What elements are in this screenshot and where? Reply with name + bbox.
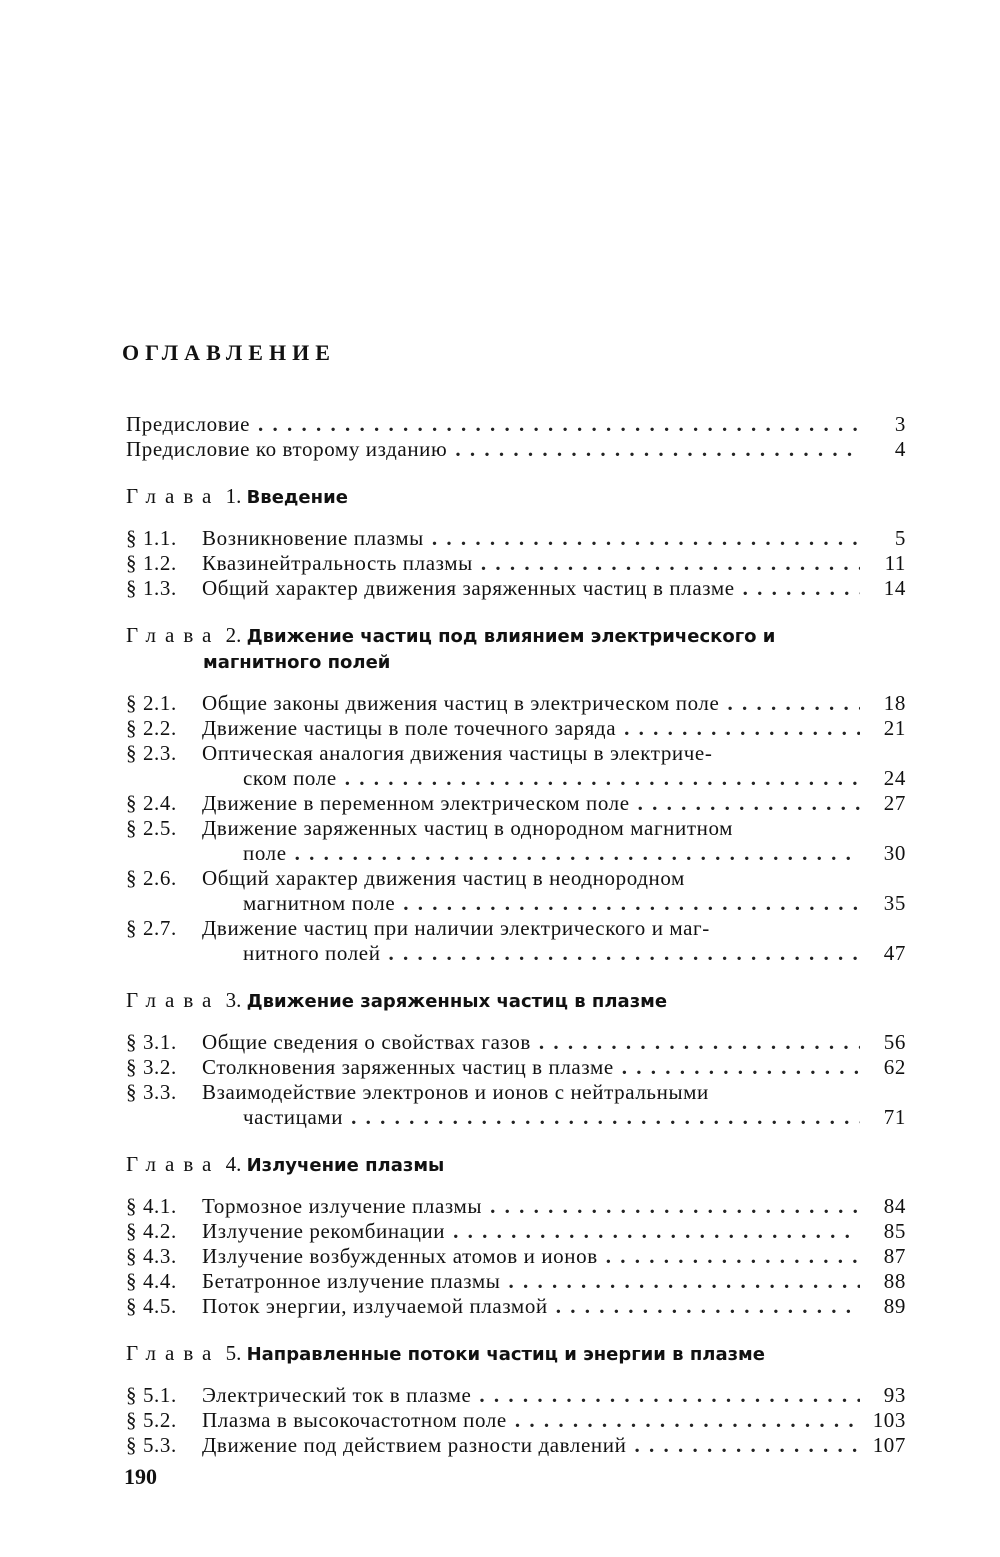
entry-page: 35 (883, 891, 906, 915)
entry-page: 3 (894, 412, 906, 436)
dot-leader (515, 1408, 860, 1433)
toc-entry-row (126, 841, 906, 866)
entry-page: 93 (883, 1383, 906, 1407)
chapter-number: 4. (220, 1152, 247, 1176)
toc-entry-row (126, 1219, 906, 1244)
entry-page: 85 (883, 1219, 906, 1243)
entry-title: Движение заряженных частиц в однородном магнитном (202, 816, 734, 840)
entry-page: 47 (883, 941, 906, 965)
entry-title: Взаимодействие электронов и ионов с нейтральными (202, 1080, 709, 1104)
page-title: ОГЛАВЛЕНИЕ (122, 340, 336, 365)
dot-leader (622, 1055, 860, 1080)
toc-entry-row (126, 1105, 906, 1130)
dot-leader (295, 841, 860, 866)
toc-entry-row (126, 1383, 906, 1408)
chapter-title: Движение заряженных частиц в плазме (246, 991, 668, 1012)
entry-title: Общий характер движения частиц в неоднородном (202, 866, 685, 890)
entry-title: Общие сведения о свойствах газов (202, 1030, 531, 1054)
section-number: § 4.3. (126, 1244, 177, 1268)
entry-title: Поток энергии, излучаемой плазмой (202, 1294, 548, 1318)
dot-leader (258, 412, 860, 437)
entry-title: Движение в переменном электрическом поле (202, 791, 630, 815)
entry-title: Излучение рекомбинации (202, 1219, 446, 1243)
entry-page: 18 (883, 691, 906, 715)
toc-entry-row (126, 1055, 906, 1080)
toc-entry-row (126, 916, 906, 941)
entry-title: Общие законы движения частиц в электрическом поле (202, 691, 720, 715)
dot-leader (509, 1269, 860, 1294)
entry-page: 21 (883, 716, 906, 740)
chapter-title: Движение частиц под влиянием электрического и (246, 626, 776, 647)
chapter-heading (126, 988, 906, 1014)
section-number: § 2.7. (126, 916, 177, 940)
dot-leader (403, 891, 860, 916)
section-number: § 5.2. (126, 1408, 177, 1432)
section-number: § 4.2. (126, 1219, 177, 1243)
toc-entry-row (126, 866, 906, 891)
entry-title: магнитном поле (243, 891, 396, 915)
dot-leader (479, 1383, 860, 1408)
chapter-label: Глава (126, 1152, 221, 1176)
section-number: § 2.6. (126, 866, 177, 890)
entry-page: 62 (883, 1055, 906, 1079)
entry-title: Оптическая аналогия движения частицы в электриче- (202, 741, 713, 765)
entry-title: Движение под действием разности давлений (202, 1433, 627, 1457)
chapter-heading (126, 649, 906, 675)
dot-leader (432, 526, 860, 551)
section-number: § 4.1. (126, 1194, 177, 1218)
dot-leader (539, 1030, 860, 1055)
toc-entry-row (126, 1294, 906, 1319)
table-of-contents (126, 412, 906, 1458)
entry-title: ском поле (243, 766, 337, 790)
chapter-number: 1. (220, 484, 247, 508)
entry-page: 88 (883, 1269, 906, 1293)
chapter-heading (126, 1152, 906, 1178)
section-number: § 3.2. (126, 1055, 177, 1079)
entry-title: Квазинейтральность плазмы (202, 551, 473, 575)
toc-entry-row (126, 941, 906, 966)
toc-entry-row (126, 791, 906, 816)
entry-title: Возникновение плазмы (202, 526, 424, 550)
toc-entry-row (126, 1080, 906, 1105)
chapter-number: 5. (220, 1341, 247, 1365)
chapter-title: магнитного полей (203, 652, 391, 673)
toc-entry-row (126, 691, 906, 716)
entry-title: Плазма в высокочастотном поле (202, 1408, 507, 1432)
chapter-label: Глава (126, 1341, 221, 1365)
section-number: § 1.1. (126, 526, 177, 550)
chapter-title: Введение (246, 487, 348, 508)
chapter-label: Глава (126, 484, 221, 508)
dot-leader (389, 941, 860, 966)
dot-leader (453, 1219, 860, 1244)
entry-title: поле (243, 841, 287, 865)
dot-leader (624, 716, 860, 741)
dot-leader (490, 1194, 860, 1219)
chapter-title: Направленные потоки частиц и энергии в плазме (246, 1344, 765, 1365)
entry-page: 14 (883, 576, 906, 600)
entry-title: Электрический ток в плазме (202, 1383, 472, 1407)
page-number: 190 (124, 1464, 157, 1489)
entry-page: 4 (894, 437, 906, 461)
entry-page: 30 (883, 841, 906, 865)
section-number: § 1.3. (126, 576, 177, 600)
entry-title: Общий характер движения заряженных частиц в плазме (202, 576, 735, 600)
toc-entry-row (126, 891, 906, 916)
toc-entry-row (126, 816, 906, 841)
dot-leader (345, 766, 860, 791)
entry-title: Предисловие ко второму изданию (126, 437, 448, 461)
section-number: § 1.2. (126, 551, 177, 575)
dot-leader (638, 791, 860, 816)
toc-entry-row (126, 551, 906, 576)
dot-leader (727, 691, 860, 716)
entry-page: 11 (884, 551, 906, 575)
entry-page: 103 (872, 1408, 906, 1432)
entry-page: 107 (872, 1433, 906, 1457)
entry-title: Движение частицы в поле точечного заряда (202, 716, 617, 740)
toc-entry-row (126, 766, 906, 791)
section-number: § 5.1. (126, 1383, 177, 1407)
entry-title: нитного полей (243, 941, 381, 965)
section-number: § 4.4. (126, 1269, 177, 1293)
entry-title: частицами (243, 1105, 344, 1129)
chapter-number: 2. (220, 623, 247, 647)
entry-title: Движение частиц при наличии электрического и маг- (202, 916, 710, 940)
entry-page: 24 (883, 766, 906, 790)
dot-leader (481, 551, 860, 576)
entry-page: 56 (883, 1030, 906, 1054)
entry-page: 87 (883, 1244, 906, 1268)
section-number: § 2.1. (126, 691, 177, 715)
toc-entry-row (126, 412, 906, 437)
entry-page: 71 (883, 1105, 906, 1129)
entry-title: Излучение возбужденных атомов и ионов (202, 1244, 598, 1268)
toc-entry-row (126, 716, 906, 741)
entry-page: 5 (894, 526, 906, 550)
section-number: § 3.1. (126, 1030, 177, 1054)
toc-entry-row (126, 1244, 906, 1269)
dot-leader (743, 576, 860, 601)
entry-page: 27 (883, 791, 906, 815)
toc-entry-row (126, 437, 906, 462)
toc-entry-row (126, 1194, 906, 1219)
section-number: § 2.2. (126, 716, 177, 740)
dot-leader (606, 1244, 860, 1269)
entry-title: Столкновения заряженных частиц в плазме (202, 1055, 614, 1079)
chapter-heading (126, 623, 906, 649)
section-number: § 2.3. (126, 741, 177, 765)
section-number: § 3.3. (126, 1080, 177, 1104)
toc-entry-row (126, 741, 906, 766)
dot-leader (634, 1433, 860, 1458)
entry-title: Бетатронное излучение плазмы (202, 1269, 501, 1293)
section-number: § 2.4. (126, 791, 177, 815)
chapter-label: Глава (126, 623, 221, 647)
section-number: § 2.5. (126, 816, 177, 840)
toc-entry-row (126, 1269, 906, 1294)
chapter-label: Глава (126, 988, 221, 1012)
toc-entry-row (126, 526, 906, 551)
entry-title: Тормозное излучение плазмы (202, 1194, 483, 1218)
chapter-heading (126, 1341, 906, 1367)
chapter-heading (126, 484, 906, 510)
toc-entry-row (126, 1408, 906, 1433)
chapter-title: Излучение плазмы (246, 1155, 445, 1176)
section-number: § 4.5. (126, 1294, 177, 1318)
dot-leader (556, 1294, 860, 1319)
dot-leader (455, 437, 860, 462)
toc-entry-row (126, 576, 906, 601)
section-number: § 5.3. (126, 1433, 177, 1457)
toc-entry-row (126, 1030, 906, 1055)
chapter-number: 3. (220, 988, 247, 1012)
entry-title: Предисловие (126, 412, 251, 436)
entry-page: 89 (883, 1294, 906, 1318)
entry-page: 84 (883, 1194, 906, 1218)
toc-entry-row (126, 1433, 906, 1458)
dot-leader (351, 1105, 860, 1130)
